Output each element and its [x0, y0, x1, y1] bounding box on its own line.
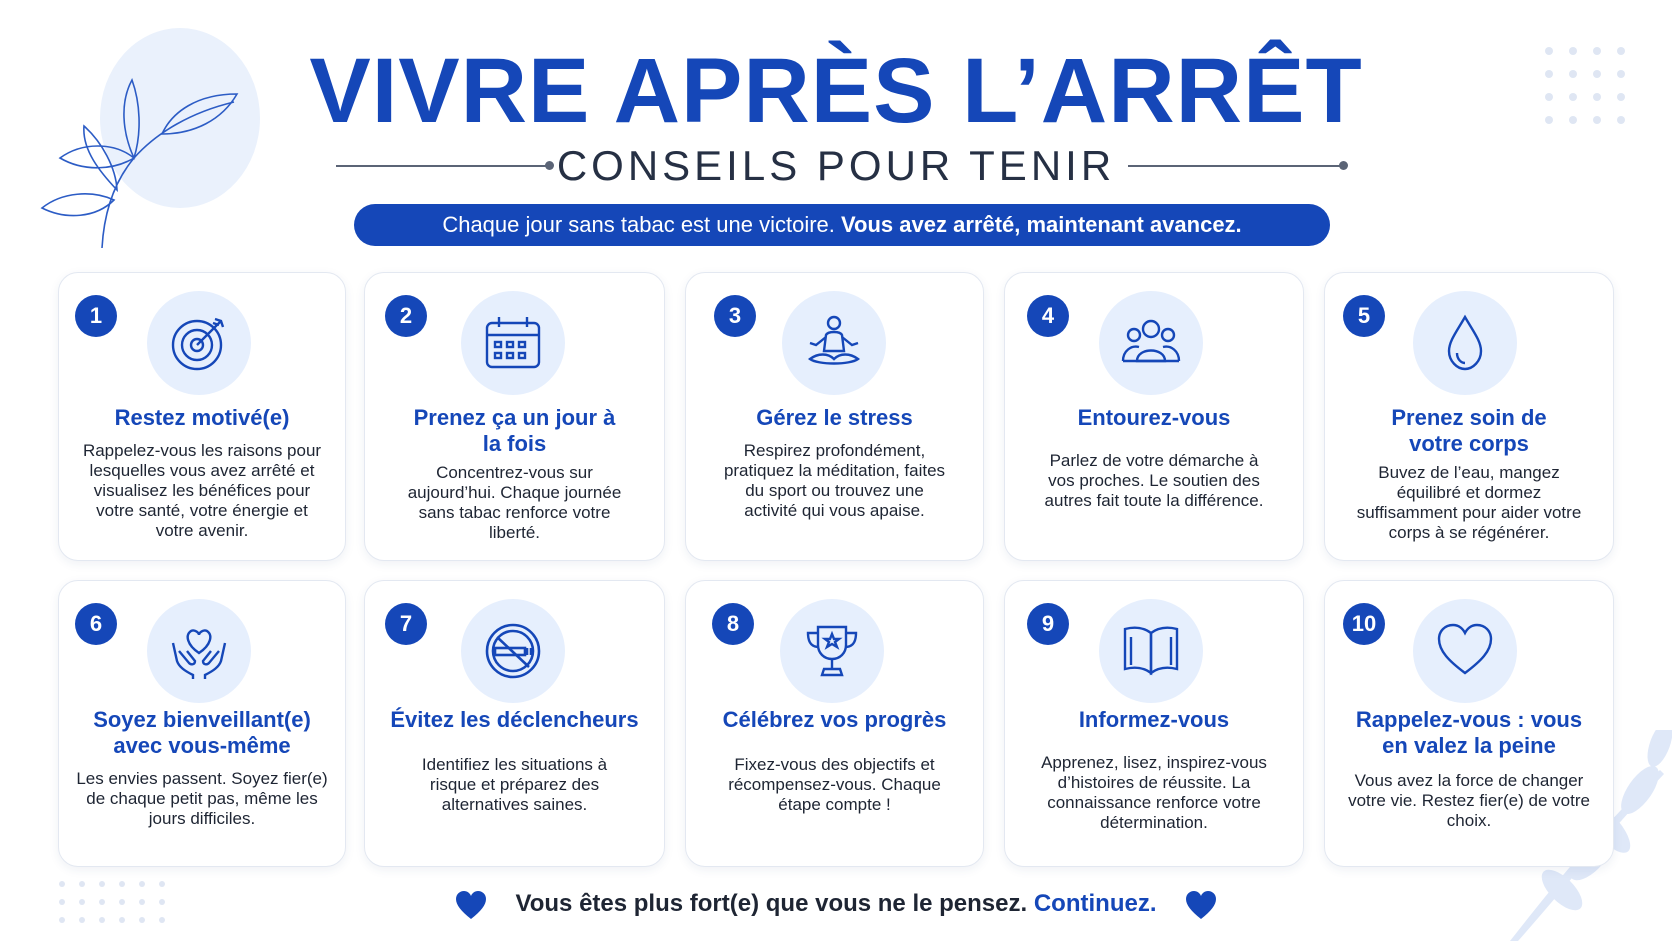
tip-card-4: [1004, 272, 1304, 561]
tip-number: 1: [75, 295, 117, 337]
tip-title: Prenez ça un jour à la fois: [413, 405, 616, 456]
people-icon: [1121, 313, 1181, 373]
tip-card-2: [364, 272, 665, 561]
tip-text: Vous avez la force de changer votre vie. Restez fier(e) de votre choix.: [1348, 771, 1590, 830]
tip-number: 6: [75, 603, 117, 645]
heart-icon: [1435, 621, 1495, 681]
tip-title: Gérez le stress: [756, 405, 913, 430]
tip-text: Fixez-vous des objectifs et récompensez-vous. Chaque étape compte !: [728, 755, 941, 814]
tip-title: Restez motivé(e): [114, 405, 290, 430]
icon-circle: [1099, 599, 1203, 703]
hands-heart-icon: [169, 621, 229, 681]
tip-text: Concentrez-vous sur aujourd’hui. Chaque journée sans tabac renforce votre liberté.: [407, 463, 622, 542]
tip-title: Rappelez-vous : vous en valez la peine: [1355, 707, 1583, 758]
page-subtitle: CONSEILS POUR TENIR: [556, 142, 1116, 189]
tip-title: Informez-vous: [1078, 707, 1230, 732]
target-icon: [169, 313, 229, 373]
icon-circle: [782, 291, 886, 395]
tip-card-10: [1324, 580, 1614, 867]
tip-number: 7: [385, 603, 427, 645]
footer-message: [0, 886, 1672, 922]
tip-card-3: [685, 272, 984, 561]
water-drop-icon: [1435, 313, 1495, 373]
icon-circle: [147, 291, 251, 395]
icon-circle: [147, 599, 251, 703]
tip-number: 9: [1027, 603, 1069, 645]
tip-text: Buvez de l’eau, mangez équilibré et dormez suffisamment pour aider votre corps à se régénérer.: [1356, 463, 1582, 542]
tip-card-1: [58, 272, 346, 561]
icon-circle: [780, 599, 884, 703]
tip-number: 10: [1343, 603, 1385, 645]
trophy-icon: [802, 621, 862, 681]
tip-title: Soyez bienveillant(e) avec vous-même: [93, 707, 311, 758]
tip-card-9: [1004, 580, 1304, 867]
banner-text: Chaque jour sans tabac est une victoire.: [442, 212, 835, 237]
tip-text: Rappelez-vous les raisons pour lesquelles vous avez arrêté et visualisez les bénéfices pour votre santé, votre énergie et votre avenir.: [82, 441, 322, 540]
icon-circle: [1413, 599, 1517, 703]
tagline-banner: [354, 204, 1330, 246]
tip-title: Entourez-vous: [1077, 405, 1231, 430]
tip-card-6: [58, 580, 346, 867]
no-smoking-icon: [483, 621, 543, 681]
tip-card-8: [685, 580, 984, 867]
meditation-icon: [804, 313, 864, 373]
tip-text: Identifiez les situations à risque et préparez des alternatives saines.: [421, 755, 608, 814]
tip-text: Apprenez, lisez, inspirez-vous d’histoires de réussite. La connaissance renforce votre détermination.: [1041, 753, 1267, 832]
tip-text: Respirez profondément, pratiquez la méditation, faites du sport ou trouvez une activité qui vous apaise.: [723, 441, 946, 520]
tip-number: 3: [714, 295, 756, 337]
tip-title: Prenez soin de votre corps: [1391, 405, 1547, 456]
icon-circle: [461, 599, 565, 703]
tip-card-7: [364, 580, 665, 867]
tip-title: Évitez les déclencheurs: [390, 707, 639, 732]
icon-circle: [461, 291, 565, 395]
divider-dot: [1339, 161, 1348, 170]
divider-line: [1128, 165, 1342, 167]
book-icon: [1121, 621, 1181, 681]
tip-text: Les envies passent. Soyez fier(e) de chaque petit pas, même les jours difficiles.: [76, 769, 328, 828]
tip-card-5: [1324, 272, 1614, 561]
tip-number: 4: [1027, 295, 1069, 337]
tip-text: Parlez de votre démarche à vos proches. Le soutien des autres fait toute la différence.: [1044, 451, 1264, 510]
tip-number: 8: [712, 603, 754, 645]
tip-title: Célébrez vos progrès: [722, 707, 947, 732]
heart-icon: [455, 890, 487, 920]
icon-circle: [1413, 291, 1517, 395]
footer-text: Vous êtes plus fort(e) que vous ne le pensez.: [515, 890, 1028, 917]
calendar-icon: [483, 313, 543, 373]
banner-emphasis: Vous avez arrêté, maintenant avancez.: [841, 212, 1242, 237]
footer-emphasis: Continuez.: [1033, 890, 1157, 917]
tip-number: 5: [1343, 295, 1385, 337]
heart-icon: [1185, 890, 1217, 920]
page-title: VIVRE APRÈS L’ARRÊT: [309, 40, 1363, 142]
tip-number: 2: [385, 295, 427, 337]
subtitle-row: [0, 138, 1672, 194]
icon-circle: [1099, 291, 1203, 395]
